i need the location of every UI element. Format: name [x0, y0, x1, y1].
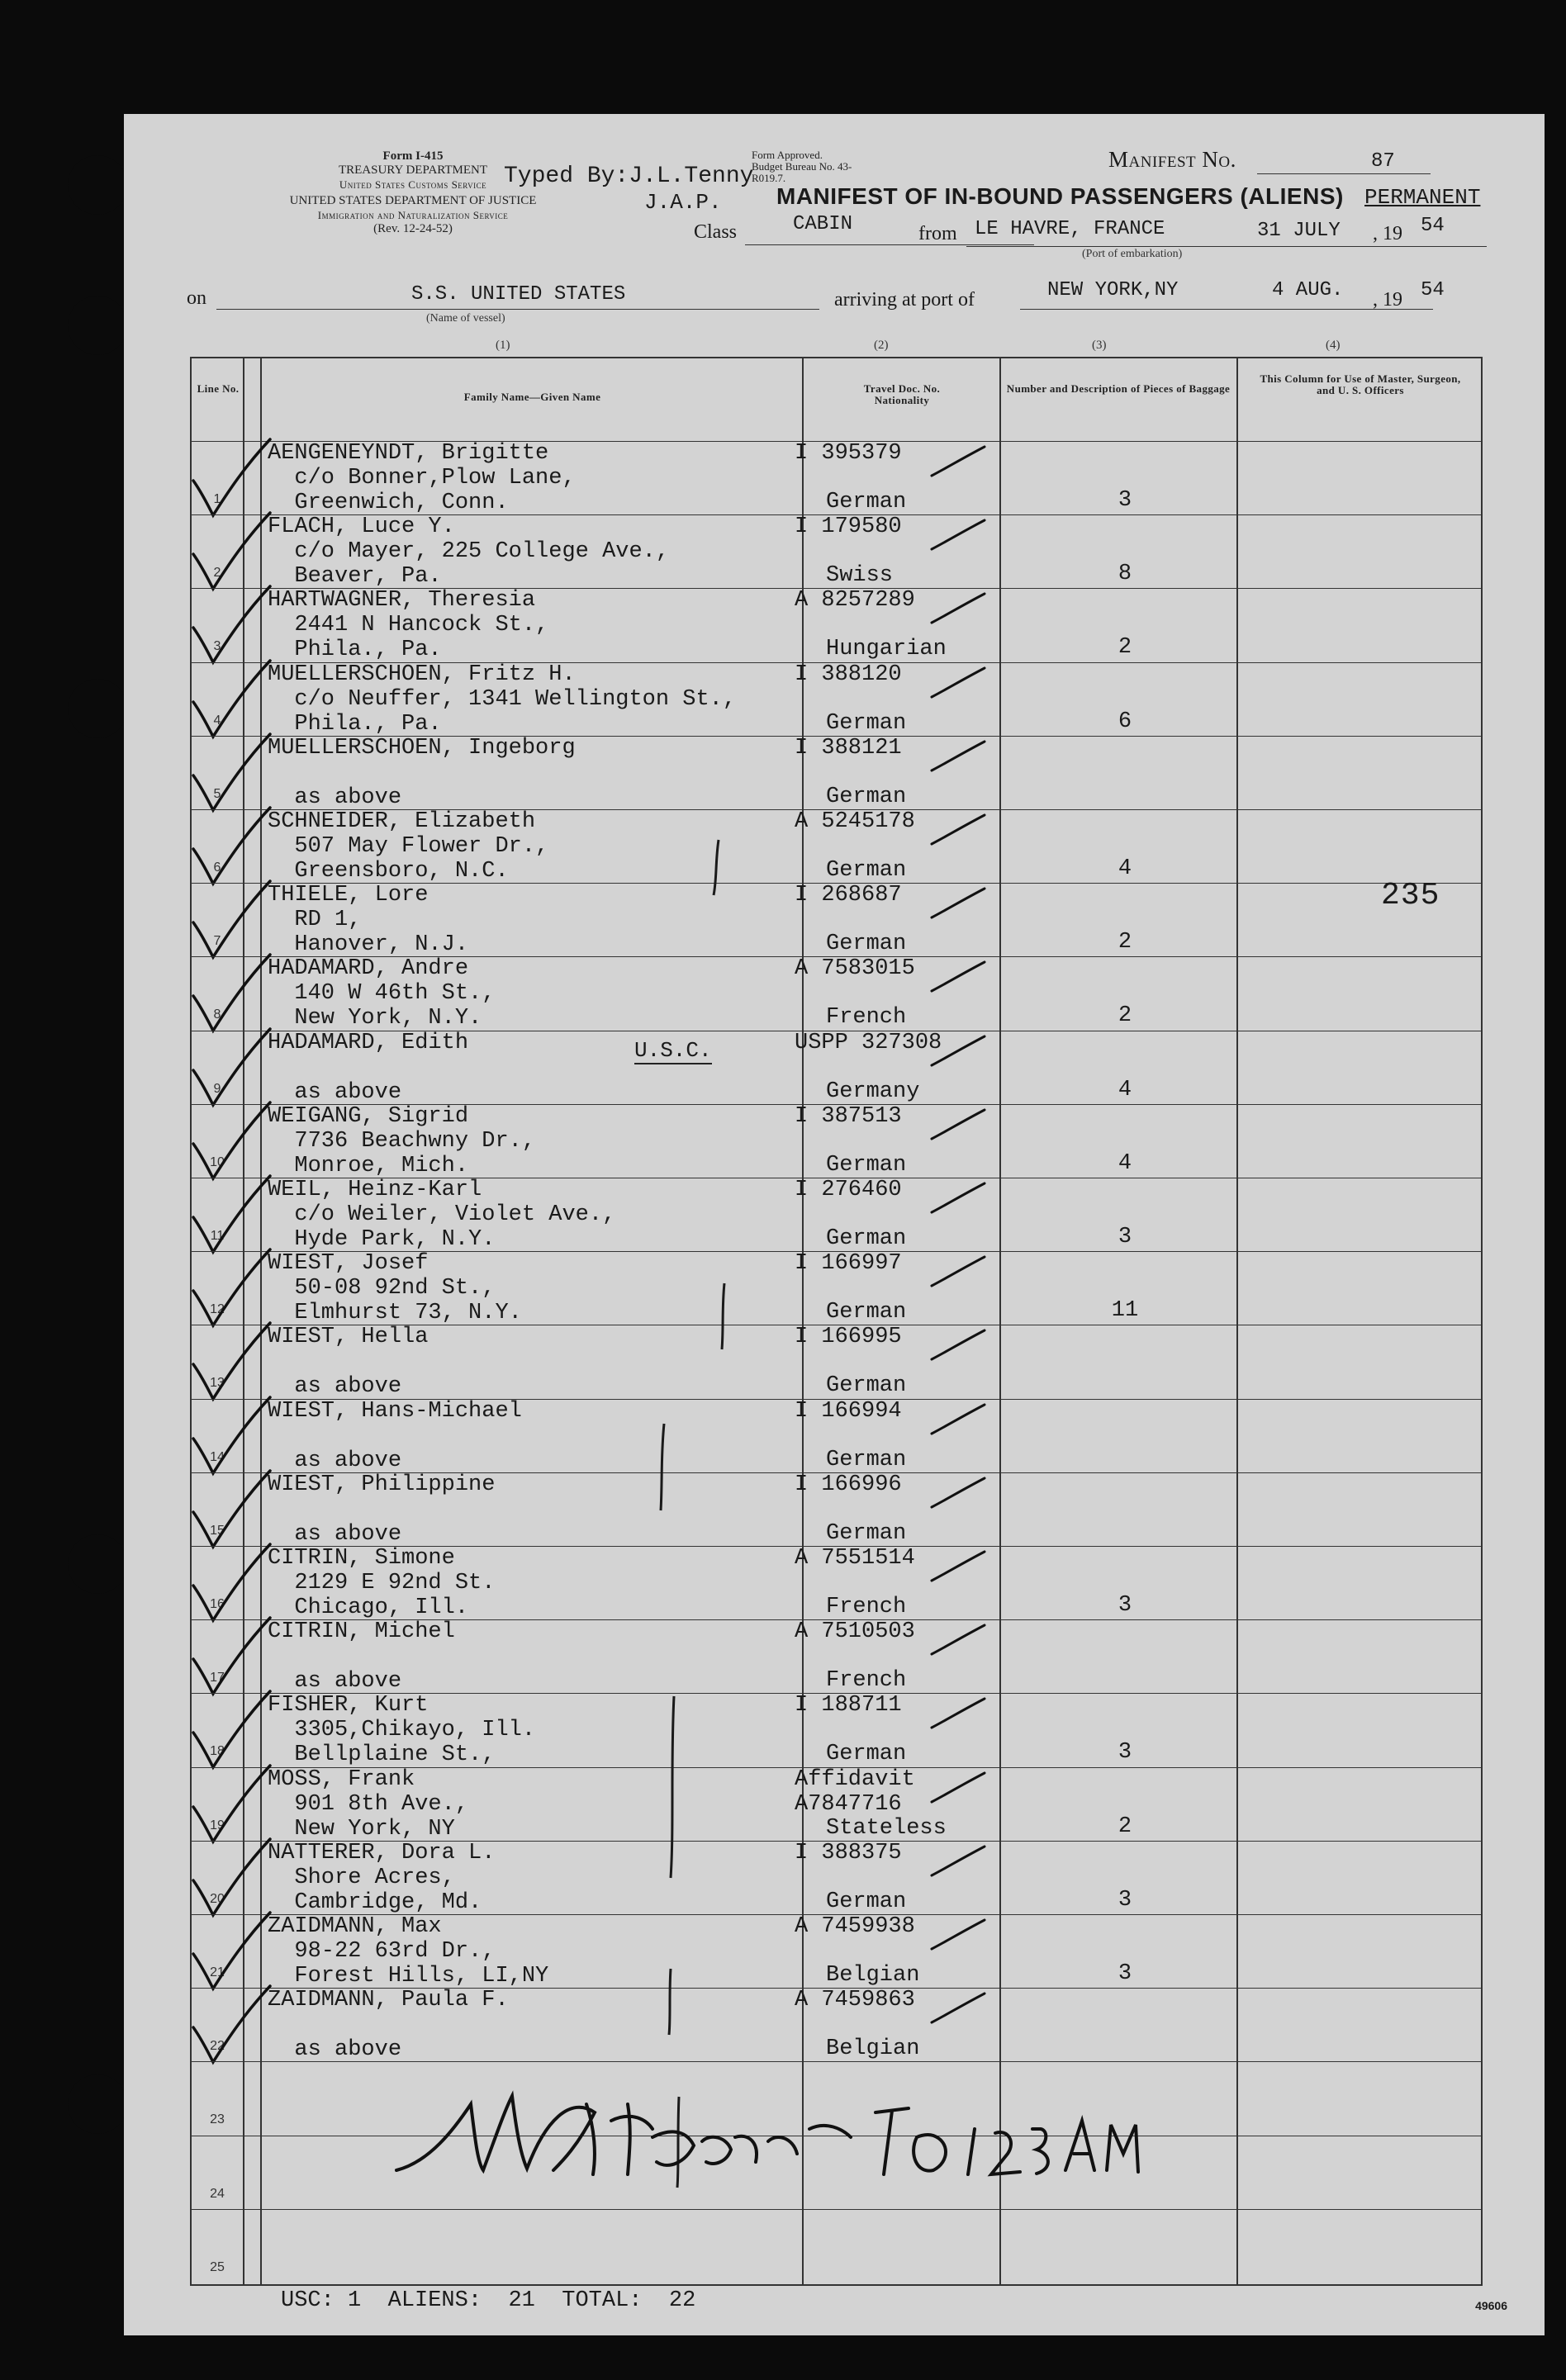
bracket-mark [661, 1424, 664, 1510]
passenger-name: HADAMARD, Andre [268, 956, 469, 982]
nationality: German [826, 1373, 907, 1399]
nationality: French [826, 1595, 907, 1619]
travel-doc-number: I 388120 [795, 661, 902, 687]
baggage-count: 4 [1118, 1077, 1132, 1102]
travel-doc-number: A 7583015 [795, 956, 915, 982]
line-number: 4 [213, 713, 221, 728]
nationality: Swiss [826, 563, 894, 589]
passenger-address-line: c/o Mayer, 225 College Ave., [268, 539, 670, 565]
bracket-mark [671, 1696, 674, 1878]
travel-doc-number: I 166995 [795, 1325, 902, 1350]
travel-doc-number: Affidavit A7847716 [795, 1766, 915, 1817]
passenger-name: WIEST, Hans-Michael [268, 1398, 522, 1424]
passenger-address-line: as above [268, 1669, 402, 1695]
line-number: 17 [210, 1671, 225, 1685]
line-number: 23 [210, 2112, 225, 2127]
passenger-address-line: Greensboro, N.C. [268, 859, 509, 884]
travel-doc-number: I 166996 [795, 1472, 902, 1497]
vessel-caption: (Name of vessel) [426, 312, 505, 325]
passenger-name: WEIGANG, Sigrid [268, 1103, 469, 1129]
passenger-address-line: Greenwich, Conn. [268, 491, 509, 515]
baggage-count: 4 [1118, 1150, 1132, 1176]
passenger-address-line: c/o Neuffer, 1341 Wellington St., [268, 686, 737, 712]
baggage-count: 3 [1118, 488, 1132, 513]
nationality: German [826, 710, 907, 736]
baggage-count: 2 [1118, 1813, 1132, 1839]
nationality: Belgian [826, 1963, 920, 1988]
nationality: Hungarian [826, 637, 947, 662]
baggage-count: 3 [1118, 1593, 1132, 1618]
passenger-address-line: 507 May Flower Dr., [268, 834, 549, 859]
passenger-address-line: 2441 N Hancock St., [268, 613, 549, 638]
line-number: 15 [210, 1523, 225, 1538]
passenger-name: FISHER, Kurt [268, 1693, 429, 1719]
line-number: 6 [213, 860, 221, 875]
column-number-3: (3) [1092, 339, 1107, 352]
form-number: Form I-415 [382, 149, 444, 163]
nationality: German [826, 490, 907, 514]
manifest-page [124, 114, 1545, 2335]
line-number: 8 [213, 1007, 221, 1022]
line-number: 5 [213, 786, 221, 801]
nationality: German [826, 784, 907, 809]
baggage-count: 2 [1118, 930, 1132, 955]
travel-doc-number: A 7459863 [795, 1988, 915, 2013]
binder-hole [68, 2074, 127, 2134]
from-label: from [918, 223, 957, 244]
binder-hole [68, 1534, 127, 1594]
customs-label: United States Customs Service [339, 178, 487, 191]
arrival-year-prefix: , 19 [1373, 289, 1402, 311]
passenger-address-line: c/o Weiler, Violet Ave., [268, 1202, 616, 1227]
arrival-port: NEW YORK,NY [1047, 279, 1179, 301]
manifest-title: MANIFEST OF IN-BOUND PASSENGERS (ALIENS) [776, 183, 1344, 209]
passenger-address-line: as above [268, 2037, 402, 2063]
passenger-address-line: as above [268, 1374, 402, 1400]
travel-doc-number: A 7510503 [795, 1619, 915, 1645]
line-number: 7 [213, 934, 221, 949]
nationality: German [826, 1447, 907, 1472]
passenger-address-line: New York, N.Y. [268, 1006, 482, 1031]
passenger-address-line: 3305,Chikayo, Ill. [268, 1718, 536, 1743]
passenger-address-line: as above [268, 785, 402, 810]
officer-marks [192, 358, 1484, 2288]
passenger-address-line: 98-22 63rd Dr., [268, 1939, 496, 1964]
passenger-address-line: Phila., Pa. [268, 638, 442, 663]
on-label: on [187, 287, 206, 309]
col-header-doc: Travel Doc. No. Nationality [863, 382, 941, 406]
passenger-name: CITRIN, Simone [268, 1546, 455, 1571]
passenger-address-line: as above [268, 1521, 402, 1547]
passenger-name: MUELLERSCHOEN, Ingeborg [268, 735, 576, 761]
line-number: 11 [210, 1229, 225, 1243]
passenger-name: WIEST, Josef [268, 1251, 429, 1277]
travel-doc-number: A 5245178 [795, 809, 915, 834]
arriving-label: arriving at port of [834, 289, 975, 311]
travel-doc-number: A 7459938 [795, 1914, 915, 1939]
line-number: 10 [210, 1154, 225, 1169]
baggage-count: 3 [1118, 1225, 1132, 1249]
passenger-address-line: Hanover, N.J. [268, 932, 469, 958]
col-header-name: Family Name—Given Name [463, 391, 601, 403]
passenger-name: THIELE, Lore [268, 883, 429, 908]
baggage-count: 8 [1118, 562, 1132, 587]
travel-doc-number: I 388375 [795, 1840, 902, 1866]
nationality: French [826, 1668, 907, 1694]
col-header-officers: This Column for Use of Master, Surgeon, and U. S. Officers [1260, 372, 1461, 396]
class-label: Class [694, 221, 738, 243]
travel-doc-number: I 395379 [795, 441, 902, 466]
passenger-address-line: 2129 E 92nd St. [268, 1571, 496, 1595]
passenger-name: ZAIDMANN, Paula F. [268, 1988, 509, 2013]
passenger-address-line: Shore Acres, [268, 1865, 455, 1890]
line-number: 25 [210, 2259, 225, 2274]
passenger-address-line: Chicago, Ill. [268, 1595, 469, 1620]
baggage-count: 3 [1118, 1887, 1132, 1913]
typed-by: Typed By:J.L.Tenny [504, 164, 754, 189]
passenger-address-line: Beaver, Pa. [268, 564, 442, 590]
line-number: 1 [213, 492, 221, 506]
passenger-address-line: as above [268, 1448, 402, 1473]
col-header-line-no: Line No. [197, 382, 240, 395]
baggage-count: 4 [1118, 856, 1132, 881]
passenger-address-line: 50-08 92nd St., [268, 1276, 496, 1301]
binder-hole [68, 679, 127, 738]
manifest-totals: USC: 1 ALIENS: 21 TOTAL: 22 [281, 2288, 696, 2313]
bracket-mark [669, 1969, 671, 2035]
port-caption: (Port of embarkation) [1082, 248, 1183, 260]
travel-doc-number: I 166997 [795, 1251, 902, 1277]
justice-label: UNITED STATES DEPARTMENT OF JUSTICE [289, 194, 537, 207]
passenger-address-line: Elmhurst 73, N.Y. [268, 1301, 522, 1326]
officer-stamp-number: 235 [1381, 878, 1440, 913]
line-number: 14 [210, 1449, 225, 1464]
column-number-4: (4) [1326, 339, 1341, 352]
departure-date: 31 JULY [1257, 220, 1341, 242]
line-number: 18 [210, 1744, 225, 1759]
baggage-count: 3 [1118, 1740, 1132, 1766]
passenger-address-line: 901 8th Ave., [268, 1791, 469, 1817]
passenger-name: CITRIN, Michel [268, 1619, 455, 1645]
travel-doc-number: A 8257289 [795, 588, 915, 614]
passenger-address-line: Phila., Pa. [268, 711, 442, 737]
passenger-name: WEIL, Heinz-Karl [268, 1178, 482, 1202]
line-number: 3 [213, 639, 221, 654]
passenger-address-line: Hyde Park, N.Y. [268, 1227, 496, 1252]
travel-doc-number: USPP 327308 [795, 1030, 942, 1055]
travel-doc-number: I 268687 [795, 883, 902, 908]
travel-doc-number: I 188711 [795, 1693, 902, 1719]
line-number: 13 [210, 1376, 225, 1391]
nationality: German [826, 858, 907, 883]
line-number: 19 [210, 1818, 225, 1832]
nationality: German [826, 1889, 907, 1914]
nationality: German [826, 932, 907, 957]
nationality: Belgian [826, 2036, 920, 2062]
nationality: German [826, 1520, 907, 1546]
travel-doc-number: I 166994 [795, 1398, 902, 1424]
col-header-baggage: Number and Description of Pieces of Baggage [1006, 382, 1231, 395]
travel-doc-number: I 276460 [795, 1178, 902, 1202]
baggage-count: 2 [1118, 1003, 1132, 1029]
passenger-name: WIEST, Hella [268, 1325, 429, 1350]
passenger-name: AENGENEYNDT, Brigitte [268, 441, 549, 466]
passenger-name: ZAIDMANN, Max [268, 1914, 442, 1939]
line-number: 16 [210, 1597, 225, 1611]
bracket-mark [722, 1283, 724, 1349]
arrival-date: 4 AUG. [1272, 279, 1344, 301]
ins-label: Immigration and Naturalization Service [317, 209, 509, 221]
line-number: 24 [210, 2186, 225, 2201]
usc-annotation: U.S.C. [634, 1038, 712, 1063]
binder-hole [68, 155, 127, 215]
passenger-address-line: c/o Bonner,Plow Lane, [268, 466, 576, 491]
travel-doc-number: I 387513 [795, 1103, 902, 1129]
manifest-no-line [1257, 173, 1431, 174]
passenger-name: MUELLERSCHOEN, Fritz H. [268, 661, 576, 687]
travel-doc-number: A 7551514 [795, 1546, 915, 1571]
travel-doc-number: I 179580 [795, 514, 902, 540]
baggage-count: 6 [1118, 709, 1132, 734]
arrival-line [1020, 309, 1433, 310]
manifest-no: 87 [1371, 150, 1395, 173]
baggage-count: 2 [1118, 635, 1132, 661]
passenger-name: HARTWAGNER, Theresia [268, 588, 536, 614]
nationality: Germany [826, 1079, 920, 1104]
passenger-address-line: Monroe, Mich. [268, 1153, 469, 1178]
from-line [966, 246, 1487, 247]
class-value: CABIN [793, 213, 853, 235]
baggage-count: 3 [1118, 1961, 1132, 1986]
nationality: German [826, 1300, 907, 1325]
baggage-count: 11 [1111, 1298, 1139, 1324]
vessel-line [216, 309, 819, 310]
initials: J.A.P. [644, 190, 722, 215]
nationality: French [826, 1005, 907, 1031]
passenger-address-line: Forest Hills, LI,NY [268, 1964, 549, 1989]
arrival-year: 54 [1421, 279, 1445, 301]
passenger-name: MOSS, Frank [268, 1766, 415, 1792]
departure-year-prefix: , 19 [1373, 223, 1402, 244]
passenger-name: SCHNEIDER, Elizabeth [268, 809, 536, 834]
form-code: 49606 [1475, 2299, 1507, 2312]
nationality: German [826, 1226, 907, 1251]
passenger-address-line: Bellplaine St., [268, 1742, 496, 1768]
passenger-address-line: New York, NY [268, 1816, 455, 1842]
class-line [745, 244, 1034, 245]
bracket-mark [714, 840, 719, 895]
treasury-label: TREASURY DEPARTMENT [338, 164, 488, 177]
officer-signature [380, 2071, 1206, 2203]
line-number: 2 [213, 566, 221, 581]
nationality: German [826, 1742, 907, 1767]
manifest-no-label: Manifest No. [1108, 147, 1236, 172]
line-number: 21 [210, 1965, 225, 1979]
vessel-name: S.S. UNITED STATES [411, 283, 626, 306]
travel-doc-number: I 388121 [795, 735, 902, 761]
passenger-address-line: as above [268, 1079, 402, 1105]
passenger-name: FLACH, Luce Y. [268, 514, 455, 540]
line-number: 20 [210, 1891, 225, 1906]
manifest-table [190, 357, 1483, 2286]
budget-approval: Form Approved. Budget Bureau No. 43-R019.7. [752, 149, 852, 184]
passenger-name: WIEST, Philippine [268, 1472, 496, 1497]
line-number: 12 [210, 1302, 225, 1317]
line-number: 22 [210, 2039, 225, 2054]
passenger-name: NATTERER, Dora L. [268, 1840, 496, 1866]
line-number: 9 [213, 1081, 221, 1096]
nationality: Stateless [826, 1815, 947, 1841]
nationality: German [826, 1152, 907, 1178]
form-header-left [173, 149, 652, 236]
revision-label: (Rev. 12-24-52) [373, 222, 453, 235]
passenger-address-line: 140 W 46th St., [268, 981, 496, 1007]
passenger-name: HADAMARD, Edith [268, 1030, 469, 1055]
port-of-embarkation: LE HAVRE, FRANCE [975, 218, 1165, 240]
passenger-address-line: 7736 Beachwny Dr., [268, 1128, 536, 1154]
departure-year: 54 [1421, 215, 1445, 237]
binder-hole [68, 296, 127, 355]
passenger-address-line: RD 1, [268, 908, 362, 933]
column-number-1: (1) [496, 339, 510, 352]
column-number-2: (2) [874, 339, 889, 352]
permanent-label: PERMANENT [1364, 185, 1481, 210]
passenger-address-line: Cambridge, Md. [268, 1889, 482, 1915]
